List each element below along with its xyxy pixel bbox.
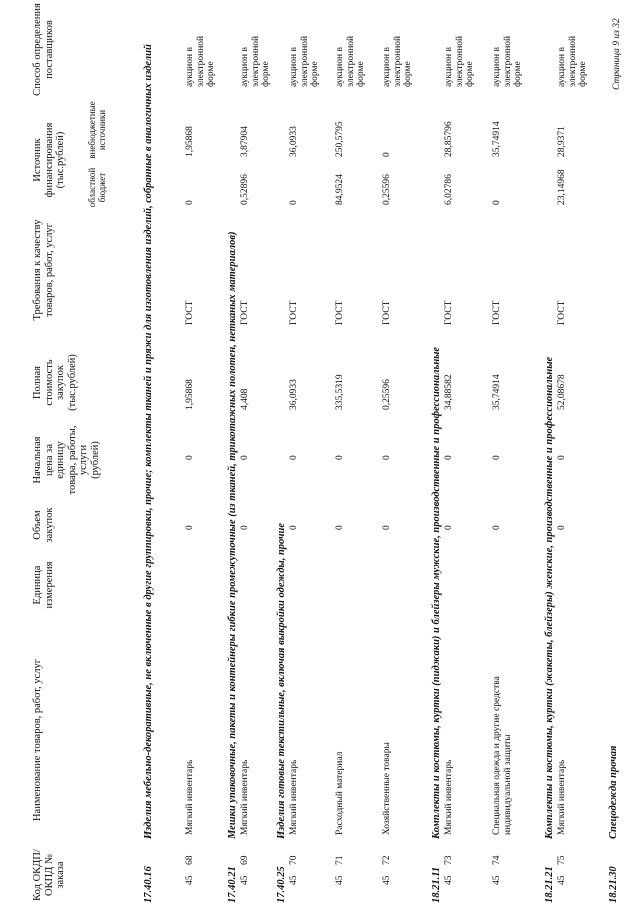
page-number: Страница 9 из 32 xyxy=(612,18,622,90)
row-regional: 0 xyxy=(289,200,299,205)
header-source: Источник финансирования (тыс.рублей) xyxy=(32,122,67,198)
row-requirements: ГОСТ xyxy=(557,300,567,325)
row-num: 45 xyxy=(240,875,250,885)
row-price: 0 xyxy=(289,455,299,460)
row-total: 0,25596 xyxy=(382,379,392,410)
category-code: 17.40.16 xyxy=(143,866,154,903)
row-method: аукцион в электронной форме xyxy=(382,35,414,87)
row-requirements: ГОСТ xyxy=(444,300,454,325)
row-index: 70 xyxy=(289,855,299,865)
category-heading xyxy=(143,3,155,903)
row-num: 45 xyxy=(557,875,567,885)
row-method: аукцион в электронной форме xyxy=(557,35,589,87)
row-extra: 250,5795 xyxy=(335,121,345,157)
row-total: 1,95868 xyxy=(185,379,195,410)
row-name: Мягкий инвентарь xyxy=(289,759,299,835)
row-name: Мягкий инвентарь xyxy=(557,759,567,835)
header-requirements: Требования к качеству товаров, работ, услуг xyxy=(32,219,55,321)
row-index: 69 xyxy=(240,855,250,865)
category-heading xyxy=(431,347,443,903)
row-extra: 3,87904 xyxy=(240,126,250,157)
row-volume: 0 xyxy=(557,525,567,530)
category-title: Комплекты и костюмы, куртки (пиджаки) и блейзеры мужские, производственные и профессиональные xyxy=(431,346,442,839)
row-method: аукцион в электронной форме xyxy=(492,35,524,87)
row-price: 0 xyxy=(335,455,345,460)
row-requirements: ГОСТ xyxy=(185,300,195,325)
category-heading xyxy=(276,523,288,903)
row-price: 0 xyxy=(557,455,567,460)
row-regional: 0,52896 xyxy=(240,174,250,205)
row-extra: 0 xyxy=(382,152,392,157)
row-regional: 0 xyxy=(185,200,195,205)
row-price: 0 xyxy=(492,455,502,460)
category-code: 17.40.25 xyxy=(276,866,287,903)
row-regional: 84,9524 xyxy=(335,174,345,205)
row-name: Хозяйственные товары xyxy=(382,742,392,835)
row-regional: 0,25596 xyxy=(382,174,392,205)
row-name: Мягкий инвентарь xyxy=(240,759,250,835)
row-name: Мягкий инвентарь xyxy=(185,759,195,835)
category-title: Изделия мебельно-декоративные, не включенные в другие группировки, прочие; комплекты тканей и пряжи для изготовления изделий, собранные в аналогичных изделий xyxy=(143,44,154,839)
category-heading xyxy=(608,746,620,903)
row-price: 0 xyxy=(185,455,195,460)
row-index: 74 xyxy=(492,855,502,865)
row-name: Специальная одежда и другие средства индивидуальной защиты xyxy=(492,676,513,835)
row-num: 45 xyxy=(289,875,299,885)
category-title: Спецодежда прочая xyxy=(608,745,619,839)
row-price: 0 xyxy=(444,455,454,460)
row-regional: 23,14968 xyxy=(557,169,567,205)
row-total: 36,0933 xyxy=(289,379,299,410)
row-requirements: ГОСТ xyxy=(289,300,299,325)
row-volume: 0 xyxy=(185,525,195,530)
row-index: 72 xyxy=(382,855,392,865)
row-method: аукцион в электронной форме xyxy=(240,35,272,87)
row-volume: 0 xyxy=(240,525,250,530)
category-heading xyxy=(544,357,556,903)
row-price: 0 xyxy=(382,455,392,460)
category-code: 18.21.11 xyxy=(431,866,442,903)
row-num: 45 xyxy=(335,875,345,885)
row-num: 45 xyxy=(444,875,454,885)
row-requirements: ГОСТ xyxy=(382,300,392,325)
header-price: Начальная цена за единицу товара, работы, услуги (рублей) xyxy=(32,425,101,495)
row-extra: 36,0933 xyxy=(289,126,299,157)
row-price: 0 xyxy=(240,455,250,460)
header-code: Код ОКДП/ ОКПД № заказа xyxy=(32,849,67,901)
row-requirements: ГОСТ xyxy=(492,300,502,325)
row-num: 45 xyxy=(492,875,502,885)
category-title: Комплекты и костюмы, куртки (жакеты, блейзеры) женские, производственные и профессиональные xyxy=(544,356,555,839)
header-name: Наименование товаров, работ, услуг xyxy=(32,658,43,822)
row-method: аукцион в электронной форме xyxy=(335,35,367,87)
row-regional: 6,02786 xyxy=(444,174,454,205)
row-volume: 0 xyxy=(492,525,502,530)
row-total: 34,88582 xyxy=(444,374,454,410)
header-source-regional: областной бюджет xyxy=(87,167,107,208)
row-volume: 0 xyxy=(444,525,454,530)
row-num: 45 xyxy=(382,875,392,885)
row-extra: 28,85796 xyxy=(444,121,454,157)
header-unit: Единица измерения xyxy=(32,561,55,609)
row-index: 68 xyxy=(185,855,195,865)
row-index: 75 xyxy=(557,855,567,865)
row-method: аукцион в электронной форме xyxy=(185,35,217,87)
row-total: 35,74914 xyxy=(492,374,502,410)
row-index: 73 xyxy=(444,855,454,865)
category-title: Изделия готовые текстильные, включая выкройки одежды, прочие xyxy=(276,522,287,839)
row-index: 71 xyxy=(335,855,345,865)
row-regional: 0 xyxy=(492,200,502,205)
row-name: Мягкий инвентарь xyxy=(444,759,454,835)
category-code: 18.21.30 xyxy=(608,866,619,903)
header-method: Способ определения поставщиков xyxy=(32,3,55,96)
row-volume: 0 xyxy=(289,525,299,530)
row-name: Расходный материал xyxy=(335,751,345,835)
row-requirements: ГОСТ xyxy=(240,300,250,325)
row-method: аукцион в электронной форме xyxy=(289,35,321,87)
category-heading xyxy=(227,231,239,903)
header-total: Полная стоимость закупок (тыс.рублей) xyxy=(32,354,78,411)
row-total: 4,408 xyxy=(240,388,250,410)
row-method: аукцион в электронной форме xyxy=(444,35,476,87)
header-volume: Объем закупок xyxy=(32,507,55,543)
header-source-extra: внебюджетные источники xyxy=(87,101,107,159)
row-extra: 1,95868 xyxy=(185,126,195,157)
row-volume: 0 xyxy=(335,525,345,530)
category-code: 18.21.21 xyxy=(544,866,555,903)
category-code: 17.40.21 xyxy=(227,866,238,903)
row-extra: 28,9371 xyxy=(557,126,567,157)
row-requirements: ГОСТ xyxy=(335,300,345,325)
row-total: 52,08678 xyxy=(557,374,567,410)
row-num: 45 xyxy=(185,875,195,885)
row-total: 335,5319 xyxy=(335,374,345,410)
row-extra: 35,74914 xyxy=(492,121,502,157)
category-title: Мешки упаковочные, пакеты и контейнеры гибкие промежуточные (из тканей, трикотажных полотен, нетканых материалов) xyxy=(227,231,238,839)
row-volume: 0 xyxy=(382,525,392,530)
